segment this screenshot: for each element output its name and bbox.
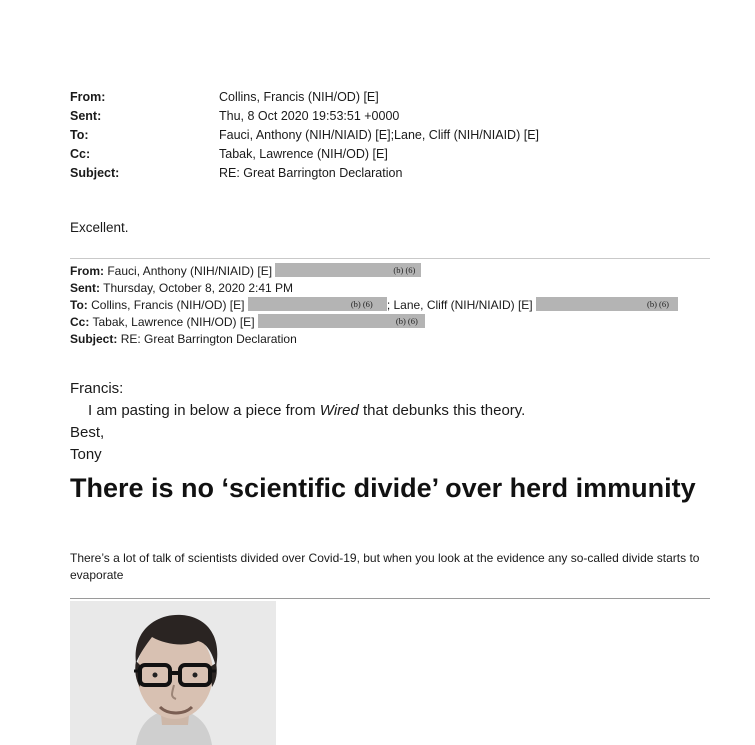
fwd-value: RE: Great Barrington Declaration	[120, 332, 297, 346]
publication-name: Wired	[319, 402, 359, 419]
header-sent-row	[70, 107, 710, 126]
email-header	[70, 88, 710, 183]
greeting: Francis:	[70, 380, 124, 397]
fwd-value: Fauci, Anthony (NIH/NIAID) [E]	[107, 264, 273, 278]
redaction-code: (b) (6)	[350, 299, 373, 309]
fwd-value: Collins, Francis (NIH/OD) [E]	[91, 298, 245, 312]
fwd-to-row	[70, 297, 715, 314]
message-line	[70, 400, 525, 422]
article-headline: There is no ‘scientific divide’ over herd immunity	[70, 473, 696, 503]
redaction-box	[258, 314, 425, 328]
header-value: Collins, Francis (NIH/OD) [E]	[219, 90, 379, 104]
header-to-row	[70, 126, 710, 145]
closing: Best,	[70, 424, 105, 441]
fwd-value: Tabak, Lawrence (NIH/OD) [E]	[92, 315, 255, 329]
fwd-subject-row	[70, 331, 715, 348]
forwarded-header	[70, 263, 715, 348]
header-label: Cc:	[70, 147, 91, 161]
header-label: Subject:	[70, 166, 120, 180]
redaction-box	[536, 297, 678, 311]
fwd-value: ; Lane, Cliff (NIH/NIAID) [E]	[386, 298, 533, 312]
header-from-row	[70, 88, 710, 107]
message-text: I am pasting in below a piece from	[88, 402, 320, 419]
message-text: that debunks this theory.	[358, 402, 526, 419]
redaction-code: (b) (6)	[646, 299, 669, 309]
article-divider	[70, 598, 710, 599]
fwd-label: Sent:	[70, 281, 100, 295]
signature: Tony	[70, 446, 102, 463]
redaction-box	[275, 263, 421, 277]
article-subheadline: There’s a lot of talk of scientists divided over Covid-19, but when you look at the evidence any so-called divide starts to evaporate	[70, 551, 700, 582]
redaction-box	[248, 297, 387, 311]
divider	[70, 258, 710, 259]
fwd-label: From:	[70, 264, 104, 278]
header-label: From:	[70, 90, 106, 104]
header-value: Thu, 8 Oct 2020 19:53:51 +0000	[219, 109, 400, 123]
header-value: Fauci, Anthony (NIH/NIAID) [E];Lane, Cliff (NIH/NIAID) [E]	[219, 128, 540, 142]
portrait-illustration	[70, 601, 276, 745]
header-value: Tabak, Lawrence (NIH/OD) [E]	[219, 147, 388, 161]
fwd-value: Thursday, October 8, 2020 2:41 PM	[103, 281, 294, 295]
header-label: To:	[70, 128, 89, 142]
header-subject-row	[70, 164, 710, 183]
author-photo	[70, 601, 276, 745]
fwd-sent-row	[70, 280, 715, 297]
fwd-from-row	[70, 263, 715, 280]
reply-body: Excellent.	[70, 220, 129, 235]
message-body	[70, 378, 525, 466]
fwd-label: To:	[70, 298, 88, 312]
redaction-code: (b) (6)	[393, 265, 416, 275]
header-cc-row	[70, 145, 710, 164]
fwd-label: Subject:	[70, 332, 118, 346]
fwd-label: Cc:	[70, 315, 90, 329]
redaction-code: (b) (6)	[395, 316, 418, 326]
fwd-cc-row	[70, 314, 715, 331]
header-label: Sent:	[70, 109, 102, 123]
header-value: RE: Great Barrington Declaration	[219, 166, 403, 180]
